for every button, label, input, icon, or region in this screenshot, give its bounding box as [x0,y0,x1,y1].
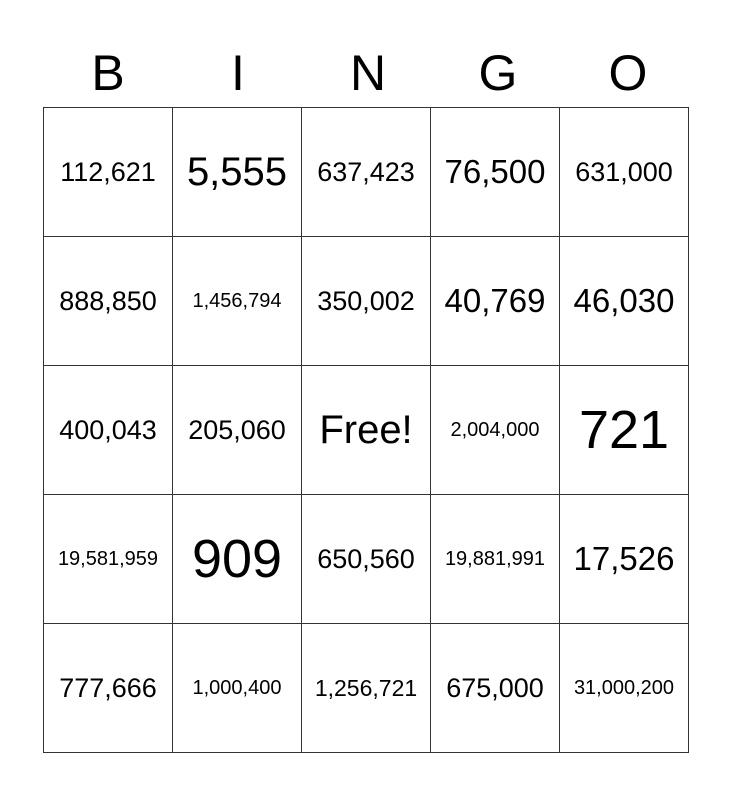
bingo-cell[interactable]: 1,000,400 [173,624,302,753]
header-letter-g: G [478,45,518,101]
bingo-cell[interactable]: 1,456,794 [173,237,302,366]
bingo-cell[interactable]: 675,000 [431,624,560,753]
bingo-cell[interactable]: 19,881,991 [431,495,560,624]
bingo-cell[interactable]: 721 [560,366,689,495]
bingo-cell[interactable]: 637,423 [302,108,431,237]
bingo-cell[interactable]: 5,555 [173,108,302,237]
board-row [44,624,689,753]
board-row [44,366,689,495]
bingo-cell[interactable]: 76,500 [431,108,560,237]
bingo-cell[interactable]: 1,256,721 [302,624,431,753]
bingo-cell[interactable]: 31,000,200 [560,624,689,753]
bingo-cell[interactable]: 777,666 [44,624,173,753]
bingo-board [43,107,689,753]
header-letter-i: I [231,45,245,101]
bingo-cell[interactable]: 631,000 [560,108,689,237]
board-row [44,108,689,237]
bingo-cell[interactable]: 40,769 [431,237,560,366]
bingo-cell[interactable]: 19,581,959 [44,495,173,624]
free-space-cell[interactable]: Free! [302,366,431,495]
bingo-cell[interactable]: 2,004,000 [431,366,560,495]
board-row [44,495,689,624]
header-letter-n: N [349,45,387,101]
bingo-cell[interactable]: 909 [173,495,302,624]
bingo-cell[interactable]: 650,560 [302,495,431,624]
bingo-cell[interactable]: 400,043 [44,366,173,495]
bingo-cell[interactable]: 205,060 [173,366,302,495]
bingo-cell[interactable]: 350,002 [302,237,431,366]
bingo-cell[interactable]: 112,621 [44,108,173,237]
header-letter-o: O [608,45,648,101]
bingo-header [43,40,693,106]
bingo-cell[interactable]: 17,526 [560,495,689,624]
board-row [44,237,689,366]
header-letter-b: B [91,45,125,101]
bingo-cell[interactable]: 888,850 [44,237,173,366]
bingo-cell[interactable]: 46,030 [560,237,689,366]
